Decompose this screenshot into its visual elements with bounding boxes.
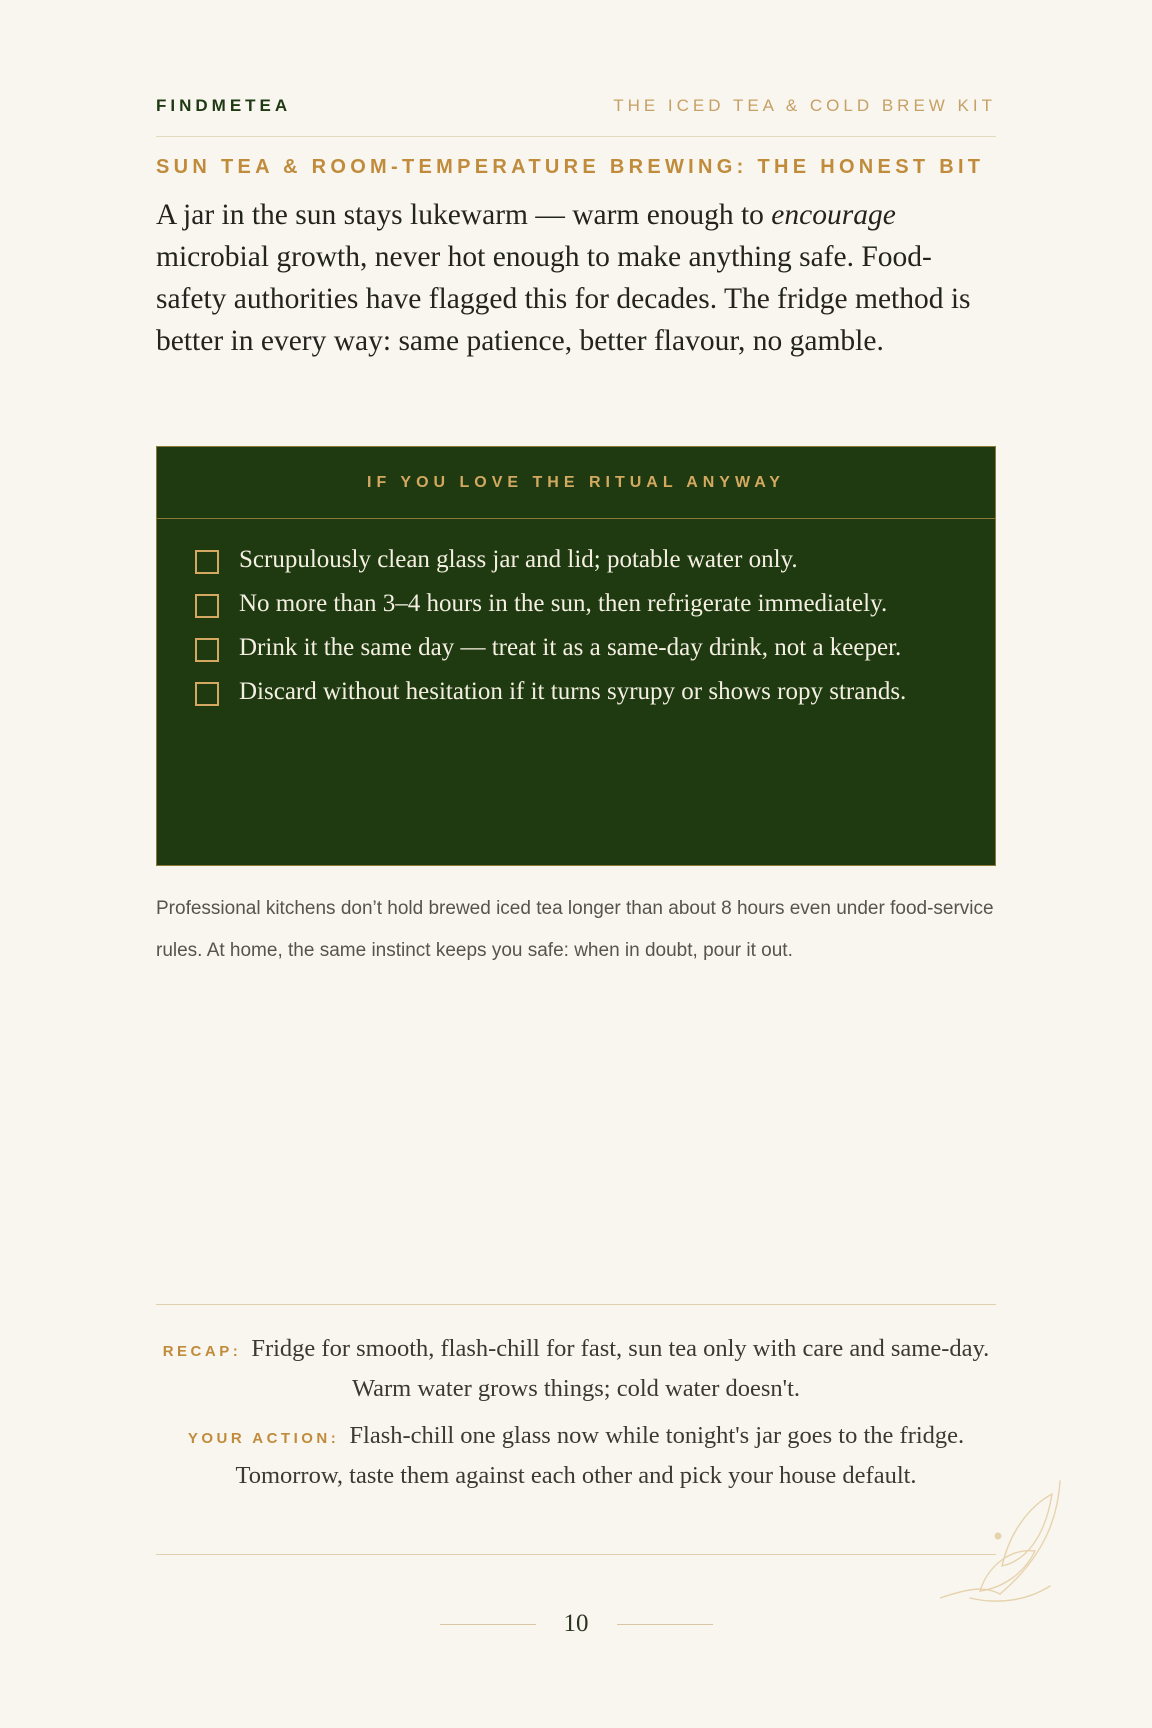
lede-text-end: microbial growth, never hot enough to make anything safe. Food-safety authorities have flagged this for decades. The fridge method is better in every way: same patience, better flavour, no gamble. [156, 241, 971, 357]
empty-checkbox-icon[interactable] [195, 638, 219, 662]
recap-divider-bottom [156, 1554, 996, 1555]
lede-paragraph [156, 194, 996, 362]
lede-emphasis: encourage [771, 199, 896, 231]
action-label: YOUR ACTION: [187, 1430, 340, 1447]
footer-rule-right [617, 1624, 713, 1625]
section-heading: SUN TEA & ROOM-TEMPERATURE BREWING: THE HONEST BIT [156, 156, 985, 178]
recap-divider-top [156, 1304, 996, 1305]
recap-label: RECAP: [162, 1343, 242, 1360]
checklist-item [195, 585, 955, 623]
brand-name: FINDMETEA [156, 96, 292, 115]
ritual-callout-box [156, 446, 996, 866]
checklist-item-text: No more than 3–4 hours in the sun, then refrigerate immediately. [239, 590, 888, 617]
ritual-checklist [157, 519, 995, 711]
running-header [156, 96, 996, 116]
kit-title: THE ICED TEA & COLD BREW KIT [613, 96, 996, 115]
header-divider [156, 136, 996, 137]
tea-leaf-ornament-icon [940, 1476, 1070, 1606]
checklist-item-text: Drink it the same day — treat it as a same-day drink, not a keeper. [239, 634, 902, 661]
callout-title: IF YOU LOVE THE RITUAL ANYWAY [157, 447, 995, 519]
action-text: Flash-chill one glass now while tonight's jar goes to the fridge. Tomorrow, taste them against each other and pick your house default. [235, 1422, 965, 1489]
checklist-item-text: Discard without hesitation if it turns syrupy or shows ropy strands. [239, 678, 907, 705]
recap-block [156, 1330, 996, 1504]
empty-checkbox-icon[interactable] [195, 682, 219, 706]
safety-note: Professional kitchens don’t hold brewed iced tea longer than about 8 hours even under food-service rules. At home, the same instinct keeps you safe: when in doubt, pour it out. [156, 898, 994, 961]
checklist-item [195, 629, 955, 667]
lede-text-start: A jar in the sun stays lukewarm — warm enough to [156, 199, 772, 231]
empty-checkbox-icon[interactable] [195, 594, 219, 618]
checklist-item-text: Scrupulously clean glass jar and lid; potable water only. [239, 546, 798, 573]
checklist-item [195, 541, 955, 579]
page [156, 0, 996, 1728]
action-line [156, 1417, 996, 1494]
recap-text: Fridge for smooth, flash-chill for fast, sun tea only with care and same-day. Warm water grows things; cold water doesn't. [251, 1335, 990, 1402]
empty-checkbox-icon[interactable] [195, 550, 219, 574]
footer-rule-left [440, 1624, 536, 1625]
page-number: 10 [563, 1610, 589, 1637]
recap-line [156, 1330, 996, 1407]
page-footer [156, 1610, 996, 1638]
checklist-item [195, 673, 955, 711]
